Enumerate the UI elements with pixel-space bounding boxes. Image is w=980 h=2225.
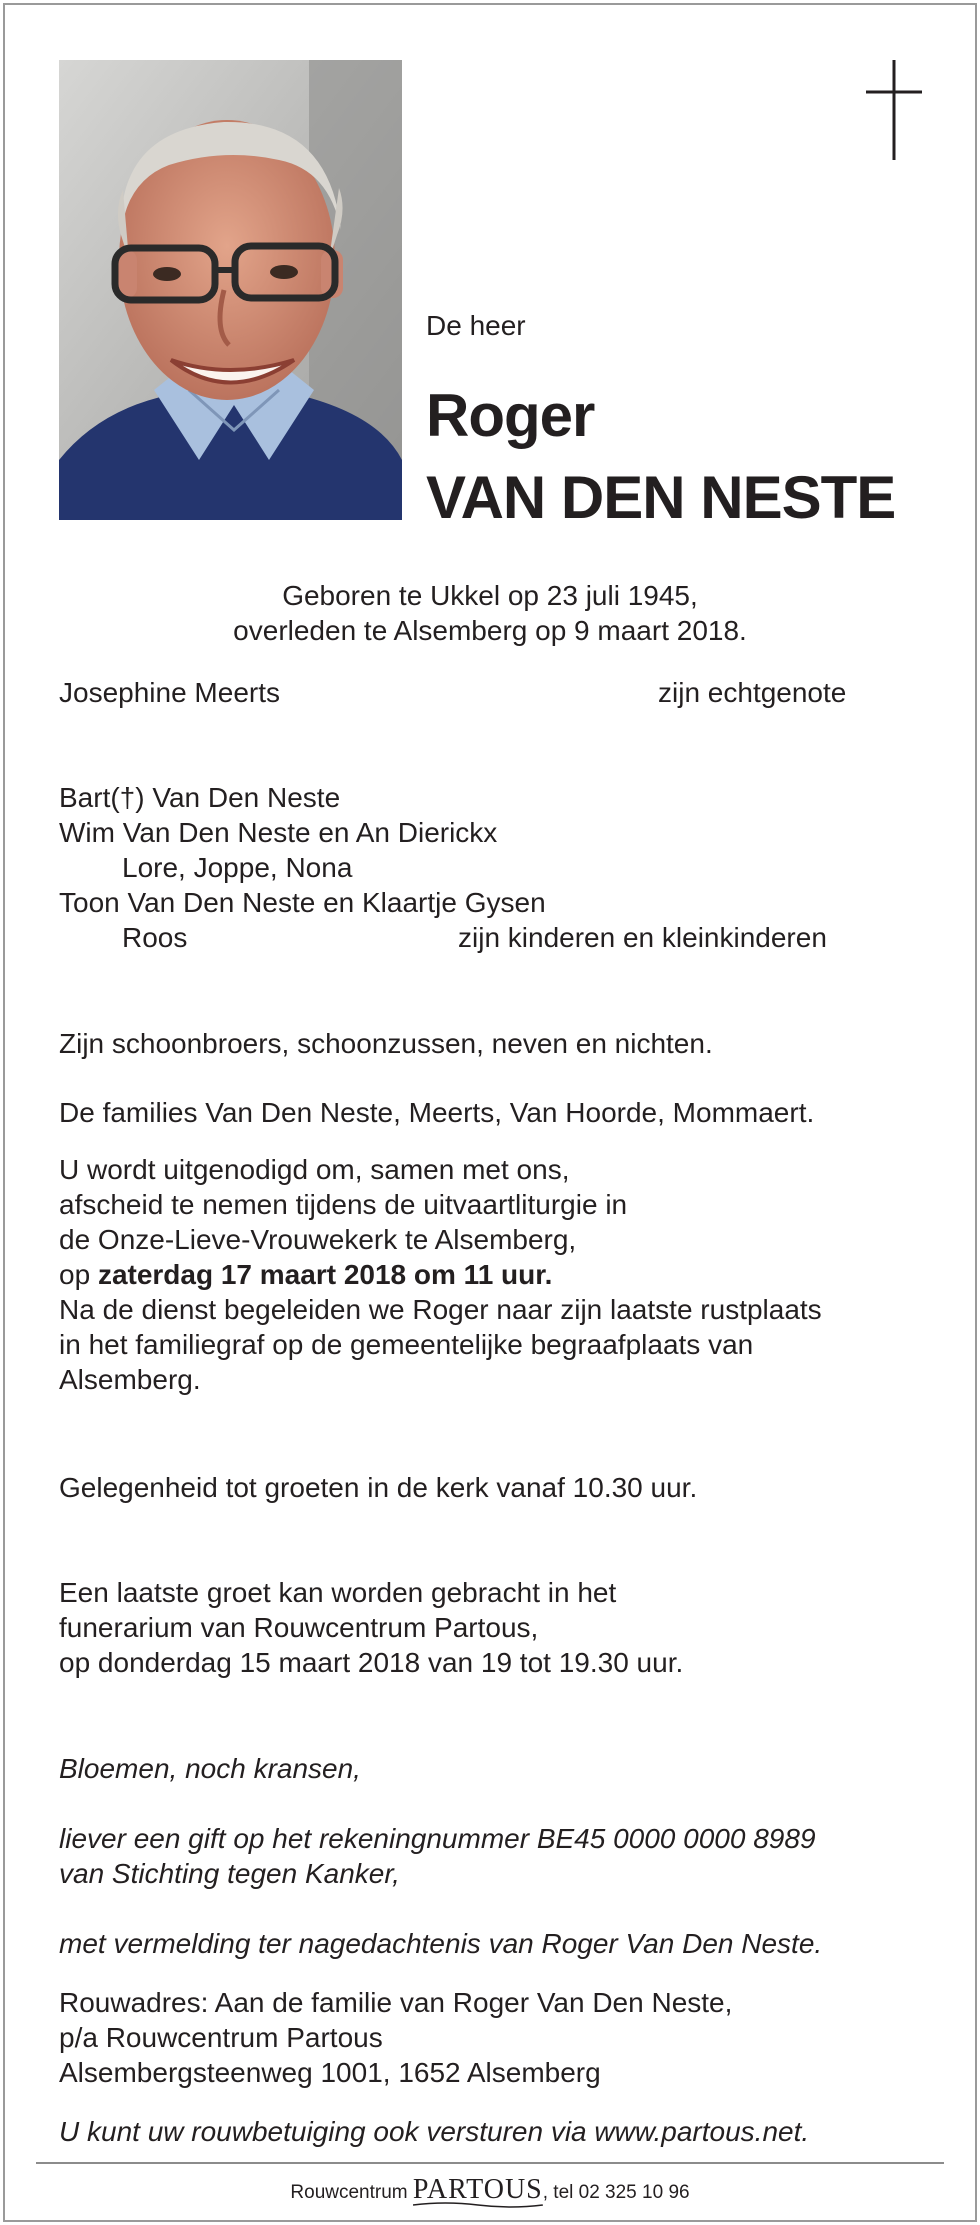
footer-phone: , tel 02 325 10 96 <box>542 2182 690 2203</box>
child-line: Wim Van Den Neste en An Dierickx <box>59 817 498 848</box>
child-line: Toon Van Den Neste en Klaartje Gysen <box>59 887 546 918</box>
farewell-line: funerarium van Rouwcentrum Partous, <box>59 1612 539 1643</box>
invitation-date-prefix: op <box>59 1259 98 1290</box>
invitation-line: de Onze-Lieve-Vrouwekerk te Alsemberg, <box>59 1224 577 1255</box>
donation-line: liever een gift op het rekeningnummer BE45 0000 0000 8989 <box>59 1823 816 1854</box>
farewell-line: Een laatste groet kan worden gebracht in het <box>59 1577 617 1608</box>
relatives-line: Zijn schoonbroers, schoonzussen, neven en nichten. <box>59 1028 713 1059</box>
address-line: Alsembergsteenweg 1001, 1652 Alsemberg <box>59 2057 601 2088</box>
first-name: Roger <box>426 382 595 449</box>
footer <box>0 2176 980 2207</box>
portrait-photo <box>59 60 402 520</box>
invitation-line: in het familiegraf op de gemeentelijke begraafplaats van <box>59 1329 754 1360</box>
children-relation: zijn kinderen en kleinkinderen <box>458 922 827 953</box>
flowers-line: Bloemen, noch kransen, <box>59 1753 361 1784</box>
donation-line: van Stichting tegen Kanker, <box>59 1858 400 1889</box>
death-line: overleden te Alsemberg op 9 maart 2018. <box>233 615 747 646</box>
farewell-line: op donderdag 15 maart 2018 van 19 tot 19.30 uur. <box>59 1647 684 1678</box>
invitation-line: afscheid te nemen tijdens de uitvaartliturgie in <box>59 1189 628 1220</box>
grandchildren-line: Lore, Joppe, Nona <box>122 852 353 883</box>
online-condolence-line: U kunt uw rouwbetuiging ook versturen via www.partous.net. <box>59 2116 810 2147</box>
partous-logo <box>413 2174 543 2205</box>
logo-swirl-icon <box>413 2201 543 2209</box>
child-line: Bart(†) Van Den Neste <box>59 782 341 813</box>
partous-logo-text: PARTOUS <box>412 2174 543 2205</box>
greeting-line: Gelegenheid tot groeten in de kerk vanaf 10.30 uur. <box>59 1472 698 1503</box>
invitation-line: Alsemberg. <box>59 1364 201 1395</box>
footer-divider <box>36 2162 944 2164</box>
birth-line: Geboren te Ukkel op 23 juli 1945, <box>282 580 698 611</box>
footer-prefix: Rouwcentrum <box>290 2182 408 2203</box>
address-line: p/a Rouwcentrum Partous <box>59 2022 383 2053</box>
invitation-date-line <box>59 1257 552 1292</box>
spouse-name: Josephine Meerts <box>59 677 281 708</box>
invitation-line: Na de dienst begeleiden we Roger naar zijn laatste rustplaats <box>59 1294 822 1325</box>
memorial-line: met vermelding ter nagedachtenis van Roger Van Den Neste. <box>59 1928 823 1959</box>
invitation-line: U wordt uitgenodigd om, samen met ons, <box>59 1154 570 1185</box>
families-line: De families Van Den Neste, Meerts, Van Hoorde, Mommaert. <box>59 1097 815 1128</box>
spouse-relation: zijn echtgenote <box>658 677 847 708</box>
invitation-date: zaterdag 17 maart 2018 om 11 uur. <box>97 1259 553 1290</box>
address-line: Rouwadres: Aan de familie van Roger Van Den Neste, <box>59 1987 733 2018</box>
cross-icon <box>866 60 922 160</box>
last-name: VAN DEN NESTE <box>426 464 896 531</box>
grandchildren-line: Roos <box>122 922 188 953</box>
salutation: De heer <box>426 310 526 341</box>
